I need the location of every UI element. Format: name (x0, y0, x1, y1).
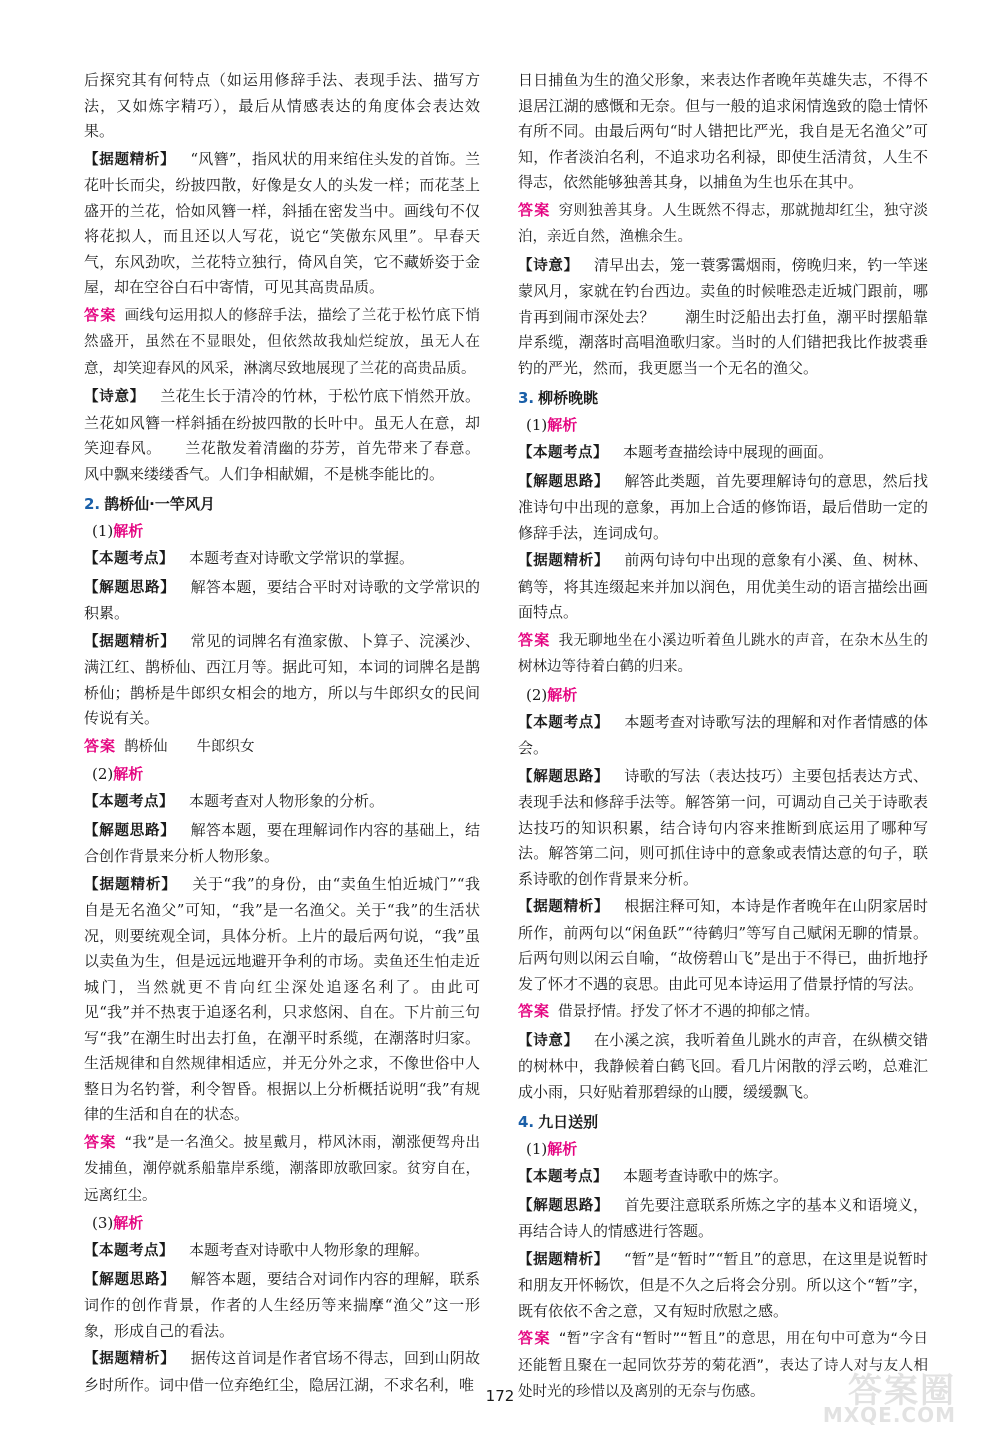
tagged-paragraph (518, 253, 928, 382)
section-tag: 【本题考点】 (84, 794, 174, 810)
answer-block (84, 1130, 480, 1210)
section-tag: 【据题精析】 (518, 553, 610, 569)
sub-question-number: (2) (92, 765, 114, 783)
answer-text: “暂”字含有“暂时”“暂且”的意思，用在句中可意为“今日还能暂且聚在一起同饮芬芳的菊花酒”，表达了诗人对与友人相处时光的珍惜以及离别的无奈与伤感。 (518, 1331, 928, 1400)
section-tag: 【解题思路】 (518, 1197, 610, 1214)
watermark-logo (808, 1363, 978, 1427)
answer-block (518, 198, 928, 251)
paragraph-text: 在小溪之滨，我听着鱼儿跳水的声音，在纵横交错的树林中，我静候着白鹤飞回。看几片闲散的浮云哟，总难汇成小雨，只好贴着那碧绿的山腰，缓缓飘飞。 (518, 1030, 929, 1101)
paragraph-text: 本题考查对诗歌写法的理解和对作者情感的体会。 (518, 712, 928, 757)
paragraph-text: 本题考查对诗歌文学常识的掌握。 (189, 549, 415, 567)
paragraph-text: 本题考查对人物形象的分析。 (189, 792, 385, 810)
tagged-paragraph (84, 575, 480, 627)
sub-question-heading (92, 1211, 480, 1236)
page-number: 172 (485, 1387, 515, 1405)
paragraph-text: 据传这首词是作者官场不得志，回到山阴故乡时所作。词中借一位弃绝红尘，隐居江湖，不求名利，唯 (84, 1349, 480, 1394)
tagged-paragraph (84, 147, 480, 301)
answer-tag: 答案 (84, 305, 117, 324)
answer-text: 借景抒情。抒发了怀才不遇的抑郁之情。 (558, 1004, 820, 1020)
sub-question-number: (3) (92, 1214, 114, 1232)
question-title: 柳桥晚眺 (538, 389, 599, 407)
answer-text: 穷则独善其身。人生既然不得志，那就抛却红尘，独守淡泊，亲近自然，渔樵余生。 (518, 202, 928, 245)
answer-text: 鹊桥仙 牛郎织女 (124, 738, 255, 755)
sub-question-heading (526, 683, 928, 708)
tagged-paragraph (84, 818, 480, 870)
tagged-paragraph (84, 872, 480, 1128)
paragraph-text: 本题考查对诗歌中人物形象的理解。 (189, 1241, 430, 1259)
paragraph-text: 诗歌的写法（表达技巧）主要包括表达方式、表现手法和修辞手法等。解答第一问，可调动自己关于诗歌表达技巧的知识积累，结合诗句内容来推断到底运用了哪种写法。解答第二问，则可抓住诗中的意象或表情达意的句子，联系诗歌的创作背景来分析。 (518, 766, 928, 888)
section-tag: 【解题思路】 (518, 473, 610, 490)
paragraph-text: 根据注释可知，本诗是作者晚年在山阴家居时所作，前两句以“闲鱼跃”“待鹤归”等写自己赋闲无聊的情景。后两句则以闲云自喻，“故傍碧山飞”是出于不得已，曲折地抒发了怀才不遇的哀思。由此可见本诗运用了借景抒情的写法。 (518, 897, 928, 993)
section-tag: 【解题思路】 (84, 1271, 176, 1288)
section-tag: 【本题考点】 (518, 1169, 608, 1185)
paragraph-text: 本题考查描绘诗中展现的画面。 (623, 443, 834, 461)
sub-question-number: (1) (526, 1140, 548, 1158)
question-title: 鹊桥仙·一竿风月 (104, 495, 215, 513)
tagged-paragraph (518, 1164, 928, 1191)
tagged-paragraph (518, 764, 928, 893)
answer-text: 我无聊地坐在小溪边听着鱼儿跳水的声音，在杂木丛生的树林边等待着白鹤的归来。 (518, 632, 928, 675)
paragraph-text: “暂”是“暂时”“暂且”的意思，在这里是说暂时和朋友开怀畅饮，但是不久之后将会分别。所以这个“暂”字，既有依依不舍之意，又有短时欣慰之感。 (518, 1249, 929, 1320)
paragraph-text: “风簪”，指风状的用来绾住头发的首饰。兰花叶长而尖，纷披四散，好像是女人的头发一样；而花茎上盛开的兰花，恰如风簪一样，斜插在密发当中。画线句不仅将花拟人，而且还以人写花，说它“笑傲东风里”。早春天气，东风劲吹，兰花特立独行，倚风自笑，它不藏娇姿于金屋，却在空谷白石中寄情，可见其高贵品质。 (84, 149, 480, 296)
paragraph-text: 关于“我”的身份，由“卖鱼生怕近城门”“我自是无名渔父”可知，“我”是一名渔父。关于“我”的生活状况，则要统观全词，具体分析。上片的最后两句说，“我”虽以卖鱼为生，但是远远地避开争利的市场。卖鱼还生怕走近城门，当然就更不肯向红尘深处追逐名利了。由此可见“我”并不热衷于追逐名利，只求悠闲、自在。下片前三句写“我”在潮生时出去打鱼，在潮平时系缆，在潮落时归家。生活规律和自然规律相适应，并无分外之求，不像世俗中人整日为名钓誉，利令智昏。根据以上分析概括说明“我”有规律的生活和自在的状态。 (84, 874, 480, 1123)
answer-tag: 答案 (518, 630, 551, 649)
section-tag: 【据题精析】 (84, 633, 176, 650)
paragraph (84, 68, 480, 145)
question-heading (518, 1109, 928, 1135)
section-tag: 【解题思路】 (84, 579, 176, 596)
section-tag: 【解题思路】 (84, 822, 176, 839)
paragraph-text: 日日捕鱼为生的渔父形象，来表达作者晚年英雄失志，不得不退居江湖的感慨和无奈。但与一般的追求闲情逸致的隐士情怀有所不同。由最后两句“时人错把比严光，我自是无名渔父”可知，作者淡泊名利，不追求功名利禄，即使生活清贫，人生不得志，依然能够独善其身，以捕鱼为生也乐在其中。 (518, 71, 928, 191)
tagged-paragraph (84, 789, 480, 816)
answer-tag: 答案 (84, 736, 117, 755)
tagged-paragraph (518, 1247, 928, 1325)
answer-text: 画线句运用拟人的修辞手法，描绘了兰花于松竹底下悄然盛开，虽然在不显眼处，但依然故我灿烂绽放，虽无人在意，却笑迎春风的风采，淋漓尽致地展现了兰花的高贵品质。 (84, 307, 480, 377)
analysis-label: 解析 (113, 1214, 144, 1232)
paragraph-text: 首先要注意联系所炼之字的基本义和语境义，再结合诗人的情感进行答题。 (518, 1195, 928, 1240)
tagged-paragraph (84, 1238, 480, 1265)
paragraph-text: 解答本题，要结合平时对诗歌的文学常识的积累。 (84, 577, 480, 622)
section-tag: 【据题精析】 (518, 1251, 609, 1268)
analysis-label: 解析 (547, 685, 578, 704)
section-tag: 【本题考点】 (84, 551, 174, 567)
sub-question-number: (1) (526, 416, 548, 434)
tagged-paragraph (518, 469, 928, 547)
paragraph-text: 后探究其有何特点（如运用修辞手法、表现手法、描写方法，又如炼字精巧），最后从情感表达的角度体会表达效果。 (84, 71, 480, 140)
tagged-paragraph (84, 629, 480, 732)
tagged-paragraph (84, 1267, 480, 1345)
answer-tag: 答案 (518, 200, 551, 219)
paragraph-text: 清早出去，笼一蓑雾霭烟雨，傍晚归来，钓一竿迷蒙风月，家就在钓台西边。卖鱼的时候唯恐走近城门跟前，哪肯再到闹市深处去？ 潮生时泛船出去打鱼，潮平时摆船靠岸系缆，潮落时高唱渔歌归家。当时的人们错把我比作披裘垂钓的严光，然而，我更愿当一个无名的渔父。 (518, 255, 929, 377)
tagged-paragraph (518, 710, 928, 762)
section-tag: 【诗意】 (518, 1032, 579, 1049)
section-tag: 【据题精析】 (84, 151, 176, 168)
tagged-paragraph (518, 894, 928, 997)
analysis-label: 解析 (113, 522, 144, 540)
section-tag: 【据题精析】 (518, 899, 610, 915)
sub-question-heading (526, 413, 928, 438)
section-tag: 【本题考点】 (84, 1243, 174, 1259)
paragraph-text: 解答此类题，首先要理解诗句的意思，然后找准诗句中出现的意象，再加上合适的修饰语，最后借助一定的修辞手法，连词成句。 (518, 471, 928, 542)
section-tag: 【据题精析】 (84, 1351, 176, 1367)
tagged-paragraph (518, 1193, 928, 1245)
paragraph-text: 前两句诗句中出现的意象有小溪、鱼、树林、鹤等，将其连缀起来并加以润色，用优美生动的语言描绘出画面特点。 (518, 551, 928, 621)
paragraph-text: 解答本题，要在理解词作内容的基础上，结合创作背景来分析人物形象。 (84, 820, 480, 865)
question-number: 2. (84, 495, 101, 513)
paragraph-text: 常见的词牌名有渔家傲、卜算子、浣溪沙、满江红、鹊桥仙、西江月等。据此可知，本词的词牌名是鹊桥仙；鹊桥是牛郎织女相会的地方，所以与牛郎织女的民间传说有关。 (84, 631, 480, 727)
analysis-label: 解析 (113, 765, 144, 783)
answer-block (518, 999, 928, 1026)
paragraph (518, 68, 928, 196)
section-tag: 【本题考点】 (518, 714, 610, 731)
question-heading (518, 385, 928, 411)
question-title: 九日送别 (538, 1113, 599, 1131)
paragraph-text: 本题考查诗歌中的炼字。 (623, 1167, 789, 1185)
analysis-label: 解析 (547, 416, 578, 434)
question-number: 3. (518, 389, 535, 407)
answer-tag: 答案 (518, 1002, 551, 1020)
left-column (84, 68, 480, 1400)
tagged-paragraph (84, 546, 480, 573)
sub-question-heading (92, 519, 480, 544)
sub-question-number: (2) (526, 685, 548, 704)
answer-block (84, 303, 480, 383)
answer-tag: 答案 (518, 1329, 551, 1347)
paragraph-text: 解答本题，要结合对词作内容的理解，联系词作的创作背景，作者的人生经历等来揣摩“渔父”这一形象，形成自己的看法。 (84, 1269, 480, 1340)
sub-question-heading (526, 1137, 928, 1162)
section-tag: 【解题思路】 (518, 768, 610, 785)
section-tag: 【本题考点】 (518, 445, 608, 461)
paragraph-text: 兰花生长于清冷的竹林，于松竹底下悄然开放。兰花如风簪一样斜插在纷披四散的长叶中。虽无人在意，却笑迎春风。 兰花散发着清幽的芬芳，首先带来了春意。风中飘来缕缕香气。人们争相献媚，不是桃李能比的。 (84, 387, 480, 483)
question-number: 4. (518, 1113, 535, 1131)
right-column (518, 68, 928, 1408)
analysis-label: 解析 (547, 1140, 578, 1158)
sub-question-number: (1) (92, 522, 114, 540)
section-tag: 【诗意】 (84, 389, 145, 405)
sub-question-heading (92, 762, 480, 787)
answer-block (518, 628, 928, 681)
tagged-paragraph (84, 384, 480, 487)
section-tag: 【诗意】 (518, 257, 579, 274)
answer-block (84, 734, 480, 761)
tagged-paragraph (518, 1028, 928, 1106)
answer-text: “我”是一名渔父。披星戴月，栉风沐雨，潮涨便驾舟出发捕鱼，潮停就系船靠岸系缆，潮落即放歌回家。贫穷自在，远离红尘。 (84, 1134, 480, 1204)
section-tag: 【据题精析】 (84, 876, 177, 893)
watermark-domain: MXQE.COM (822, 1403, 956, 1427)
tagged-paragraph (518, 440, 928, 467)
answer-tag: 答案 (84, 1132, 117, 1151)
tagged-paragraph (518, 548, 928, 626)
question-heading (84, 491, 480, 517)
watermark-chars: 答案圈 (848, 1371, 956, 1411)
